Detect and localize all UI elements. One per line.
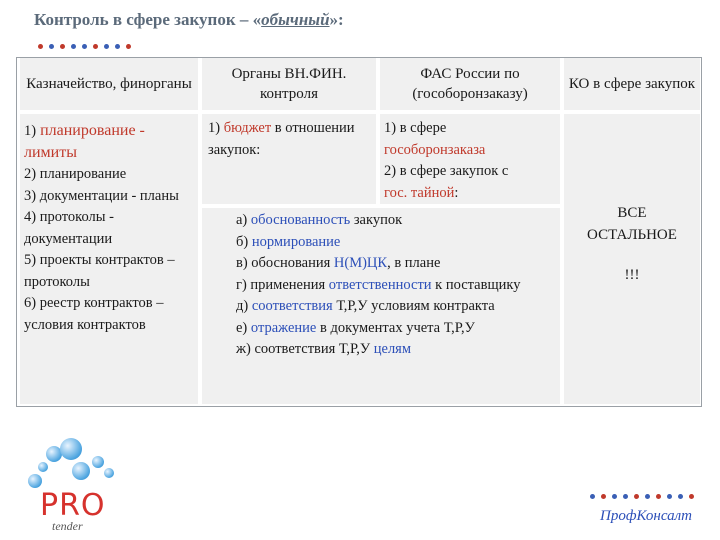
list-item: ж) соответствия Т,Р,У целям [236,341,412,357]
bubble-icon [28,474,42,488]
bubble-icon [60,438,82,460]
list-item: 5) проекты контрактов – протоколы [24,252,175,290]
ko-line-2: ОСТАЛЬНОЕ [587,227,677,243]
ko-cell [564,114,700,404]
internal-control-cell: 1) бюджет в отношении закупок: [202,114,376,204]
ko-line-1: ВСЕ [617,205,647,221]
bubble-icon [38,462,48,472]
tender-logo-text: tender [52,519,83,533]
fas-cell [380,114,560,204]
list-item: б) нормирование [236,233,341,250]
column-header-fas: ФАС России по (гособоронзаказу) [380,58,560,110]
fas-line-1: 1) в сфере [384,120,447,136]
column-header-internal-control: Органы ВН.ФИН. контроля [202,58,376,110]
bubble-icon [104,468,114,478]
list-item: 3) документации - планы [24,187,179,204]
fas-line-3: 2) в сфере закупок с [384,163,509,179]
list-item: в) обоснования Н(М)ЦК, в плане [236,255,441,271]
title-dots-decoration [38,44,131,49]
prof-consult-logo: ПрофКонсалт [600,508,692,524]
list-item: 1) планирование - лимиты [24,122,145,161]
page-title [34,10,344,30]
title-suffix: »: [329,10,344,29]
title-emphasis: обычный [261,10,330,29]
bubble-icon [72,462,90,480]
list-item: 2) планирование [24,166,127,182]
ko-line-3: !!! [624,267,640,283]
list-item: е) отражение в документах учета Т,Р,У [236,319,475,336]
shared-control-items [202,208,560,404]
fas-line-4: гос. тайной: [384,184,459,201]
list-item: 4) протоколы - документации [24,209,114,247]
list-item: а) обоснованность закупок [236,212,403,228]
column-header-ko: КО в сфере закупок [564,58,700,110]
footer-dots-decoration [590,494,694,499]
title-prefix: Контроль в сфере закупок – « [34,10,262,29]
treasury-cell [20,114,198,404]
list-item: д) соответствия Т,Р,У условиям контракта [236,298,495,314]
list-item: г) применения ответственности к поставщику [236,276,521,293]
bubble-icon [92,456,104,468]
pro-logo-text: PRO [40,488,106,523]
fas-line-2: гособоронзаказа [384,141,486,158]
list-item: 6) реестр контрактов – условия контрактов [24,295,164,333]
column-header-treasury: Казначейство, финорганы [20,58,198,110]
